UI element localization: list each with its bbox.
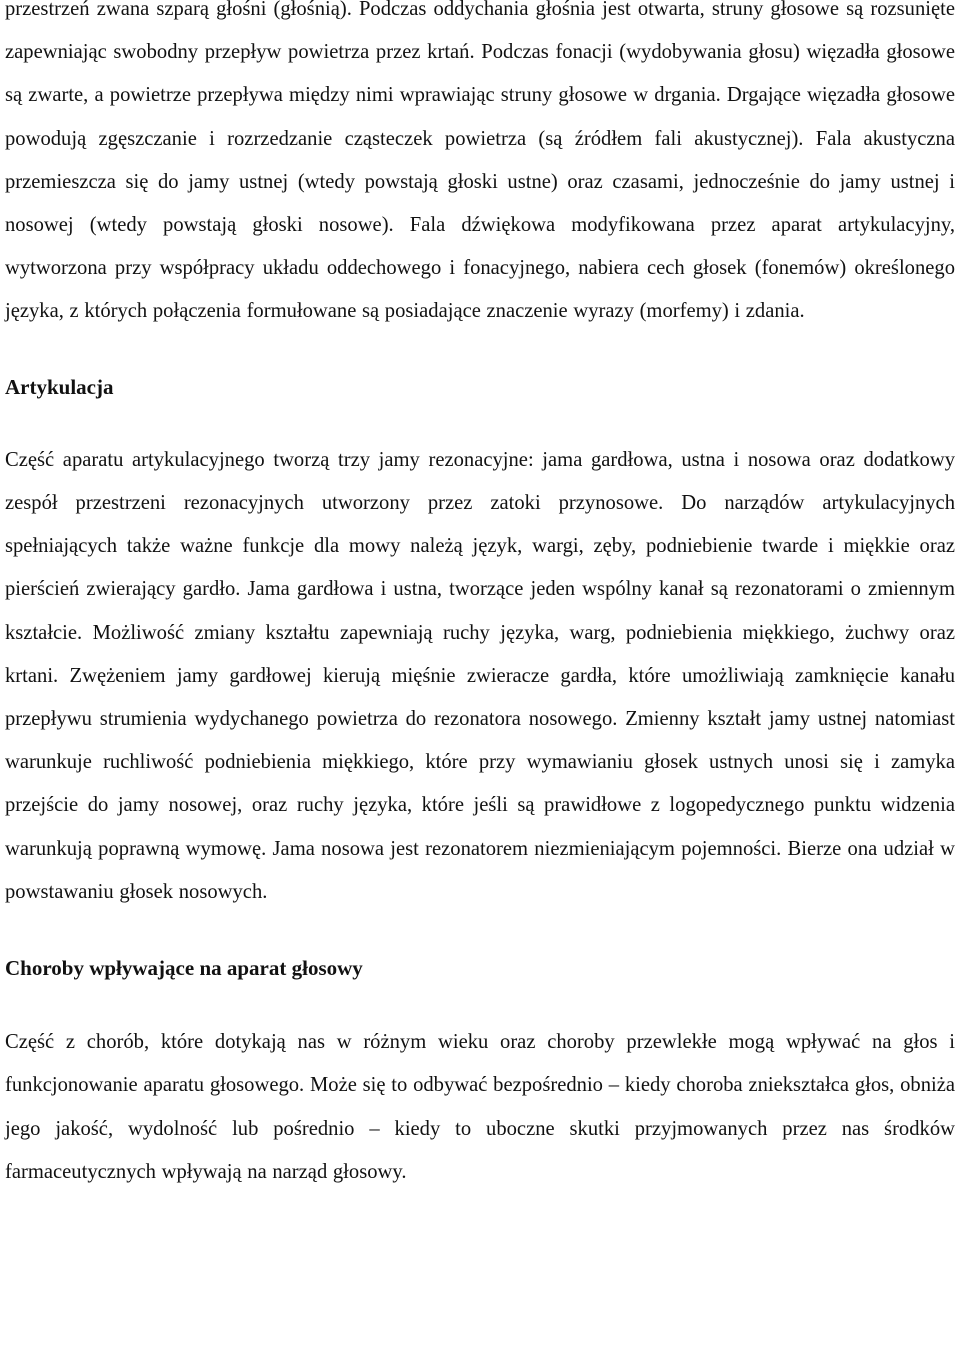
spacer	[5, 914, 955, 947]
document-page	[5, 0, 955, 1194]
spacer	[5, 990, 955, 1021]
spacer	[5, 409, 955, 439]
choroby-paragraph: Część z chorób, które dotykają nas w różnym wieku oraz choroby przewlekłe mogą wpływać na głos i funkcjonowanie aparatu głosowego. Może się to odbywać bezpośrednio – kiedy choroba zniekształca głos, obniża jego jakość, wydolność lub pośrednio – kiedy to uboczne skutki przyjmowanych przez nas środków farmaceutycznych wpływają na narząd głosowy.	[5, 1031, 955, 1183]
artykulacja-paragraph: Część aparatu artykulacyjnego tworzą trzy jamy rezonacyjne: jama gardłowa, ustna i nosowa oraz dodatkowy zespół przestrzeni rezonacyjnych utworzony przez zatoki przynosowe. Do narządów artykulacyjnych spełniających także ważne funkcje dla mowy należą język, wargi, zęby, podniebienie twarde i miękkie oraz pierścień zwierający gardło. Jama gardłowa i ustna, tworzące jeden wspólny kanał są rezonatorami o zmiennym kształcie. Możliwość zmiany kształtu zapewniają ruchy języka, warg, podniebienia miękkiego, żuchwy oraz krtani. Zwężeniem jamy gardłowej kierują mięśnie zwieracze gardła, które umożliwiają zamknięcie kanału przepływu strumienia wydychanego powietrza do rezonatora nosowego. Zmienny kształt jamy ustnej natomiast warunkuje ruchliwość podniebienia miękkiego, które przy wymawianiu głosek ustnych unosi się i zamyka przejście do jamy nosowej, oraz ruchy języka, które jeśli są prawidłowe z logopedycznego punktu widzenia warunkują poprawną wymowę. Jama nosowa jest rezonatorem niezmieniającym pojemności. Bierze ona udział w powstawaniu głosek nosowych.	[5, 448, 955, 903]
section-heading-artykulacja: Artykulacja	[5, 374, 114, 399]
intro-paragraph: przestrzeń zwana szparą głośni (głośnią). Podczas oddychania głośnia jest otwarta, struny głosowe są rozsunięte zapewniając swobodny przepływ powietrza przez krtań. Podczas fonacji (wydobywania głosu) więzadła głosowe są zwarte, a powietrze przepływa między nimi wprawiając struny głosowe w drgania. Drgające więzadła głosowe powodują zgęszczanie i rozrzedzanie cząsteczek powietrza (są źródłem fali akustycznej). Fala akustyczna przemieszcza się do jamy ustnej (wtedy powstają głoski ustne) oraz czasami, jednocześnie do jamy ustnej i nosowej (wtedy powstają głoski nosowe). Fala dźwiękowa modyfikowana przez aparat artykulacyjny, wytworzona przy współpracy układu oddechowego i fonacyjnego, nabiera cech głosek (fonemów) określonego języka, z których połączenia formułowane są posiadające znaczenie wyrazy (morfemy) i zdania.	[5, 0, 955, 323]
section-heading-choroby: Choroby wpływające na aparat głosowy	[5, 956, 363, 981]
spacer	[5, 334, 955, 366]
